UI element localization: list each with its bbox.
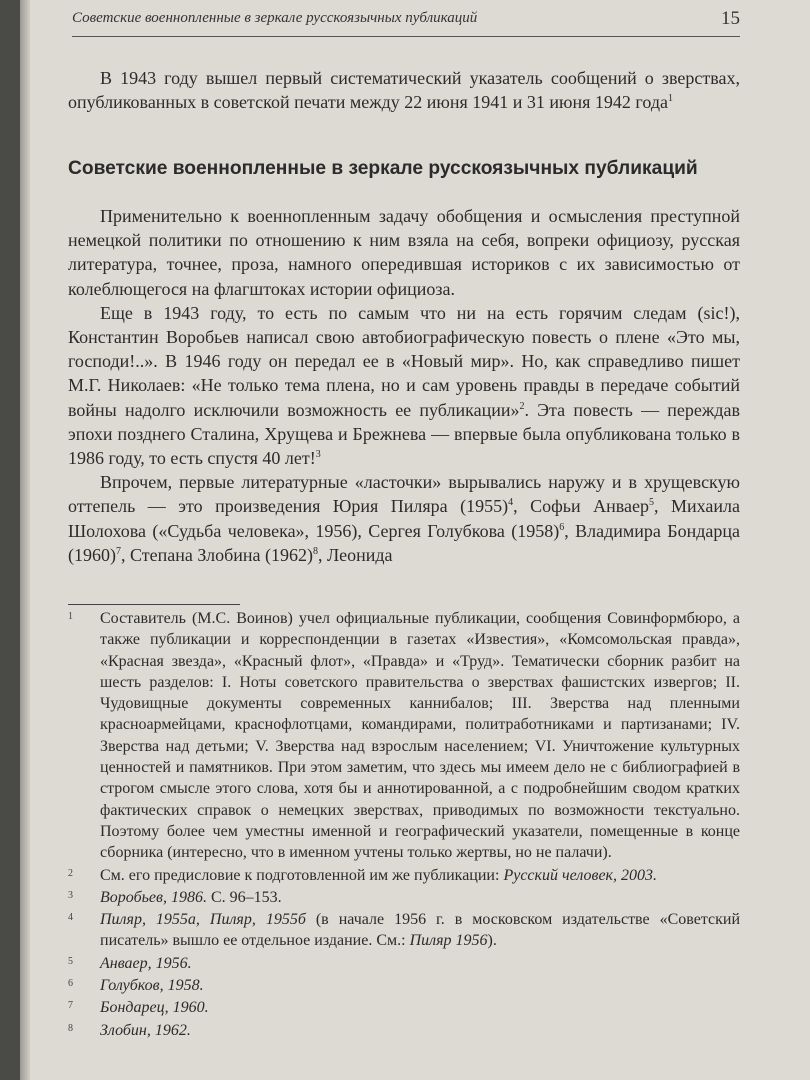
footnote-ref-2: 2 bbox=[519, 400, 525, 412]
footnote-ref-6: 6 bbox=[559, 521, 565, 533]
footnote-mark: 2 bbox=[68, 867, 73, 879]
paragraph-3: Впрочем, первые литературные «ласточки» вырывались наружу и в хрущевскую оттепель — это произведения Юрия Пиляра $(1955)^4$, Софьи Анваер$^5$, Михаила Шолохова («Судьба человека», 1956), Сергея Голубкова $(1958)^6$, Владимира Бондарца $(1960)^7$, Степана Злобина $(1962)^8$, Леонида bbox=[68, 472, 740, 565]
intro-paragraph-block bbox=[68, 66, 740, 114]
paragraph-2: Еще в 1943 году, то есть по самым что ни на есть горячим следам (sic!), Константин Воробьев написал свою автобиографическую повесть о плене «Это мы, господи!..». В 1946 году он передал ее в «Новый мир». Но, как справедливо пишет М.Г. Николаев: «Не только тема плена, но и сам уровень правды в передаче событий войны надолго исключили возможность ее публикации»$^2$. Эта повесть — переждав эпохи позднего Сталина, Хрущева и Брежнева — впервые была опубликована только в 1986 году, то есть спустя 40 лет!$^3$ bbox=[68, 302, 740, 469]
page-header bbox=[72, 8, 740, 34]
footnote-mark: 8 bbox=[68, 1022, 73, 1034]
footnote-ref-3: 3 bbox=[315, 449, 321, 461]
footnote-2: 2 См. его предисловие к подготовленной им же публикации: Русский человек, 2003. bbox=[68, 865, 740, 886]
footnote-8: 8 Злобин, 1962. bbox=[68, 1020, 740, 1041]
page-number: 15 bbox=[721, 8, 740, 29]
footnote-mark: 6 bbox=[68, 978, 73, 990]
footnote-ref-5: 5 bbox=[649, 497, 654, 509]
footnote-3: 3 Воробьев, 1986. С. 96–153. bbox=[68, 887, 740, 908]
footnote-separator bbox=[68, 604, 240, 605]
paragraph-1: Применительно к военнопленным задачу обобщения и осмысления преступной немецкой политики по отношению к ним взяла на себя, вопреки официозу, русская литература, точнее, проза, намного опередившая историков с их зависимостью от колеблющегося на флагштоках истории официоза. bbox=[68, 206, 740, 299]
footnote-ref-4: 4 bbox=[508, 497, 514, 509]
footnote-4: 4 Пиляр, 1955а, Пиляр, 1955б (в начале 1956 г. в московском издательстве «Советский писатель» вышло ее отдельное издание. См.: Пиляр 1956). bbox=[68, 909, 740, 952]
footnote-ref-1: 1 bbox=[667, 93, 673, 105]
footnote-mark: 7 bbox=[68, 1000, 73, 1012]
footnote-1 bbox=[68, 608, 740, 864]
footnote-ref-7: 7 bbox=[116, 545, 121, 557]
header-rule bbox=[72, 36, 740, 37]
footnote-text: Составитель (М.С. Воинов) учел официальные публикации, сообщения Совинформбюро, а также публикации и корреспонденции в газетах «Известия», «Комсомольская правда», «Красная звезда», «Красный флот», «Правда» и «Труд». Тематически сборник разбит на шесть разделов: I. Ноты советского правительства о зверствах фашистских извергов; II. Чудовищные документы современных каннибалов; III. Зверства над пленными красноармейцами, краснофлотцами, командирами, политработниками и партизанами; IV. Зверства над детьми; V. Зверства над взрослым населением; VI. Уничтожение культурных ценностей и памятников. При этом заметим, что здесь мы имеем дело не с библиографией в строгом смысле этого слова, хотя бы и аннотированной, а с подробнейшим сводом кратких фактических справок о немецких зверствах, приводимых по возможности текстуально. Поэтому более чем уместны именной и географический указатели, помещенные в конце сборника (интересно, что в именном учтены только жертвы, но не палачи). bbox=[100, 610, 740, 862]
intro-paragraph: В 1943 году вышел первый систематический указатель сообщений о зверствах, опубликованных в советской печати между 22 июня 1941 и 31 июня 1942 года$^1$ bbox=[68, 68, 740, 113]
footnote-5: 5 Анваер, 1956. bbox=[68, 953, 740, 974]
footnote-ref-8: 8 bbox=[313, 545, 319, 557]
section-body bbox=[68, 204, 740, 567]
section-heading: Советские военнопленные в зеркале русскоязычных публикаций bbox=[68, 158, 698, 179]
footnote-mark: 4 bbox=[68, 912, 73, 924]
book-page bbox=[20, 0, 810, 1080]
page-binding-edge bbox=[20, 0, 30, 1080]
footnote-mark: 5 bbox=[68, 955, 73, 967]
footnotes bbox=[68, 608, 740, 1042]
footnote-6: 6 Голубков, 1958. bbox=[68, 975, 740, 996]
footnote-7: 7 Бондарец, 1960. bbox=[68, 997, 740, 1018]
footnote-mark: 1 bbox=[68, 611, 73, 622]
running-title: Советские военнопленные в зеркале русскоязычных публикаций bbox=[72, 10, 478, 26]
footnote-mark: 3 bbox=[68, 889, 73, 901]
